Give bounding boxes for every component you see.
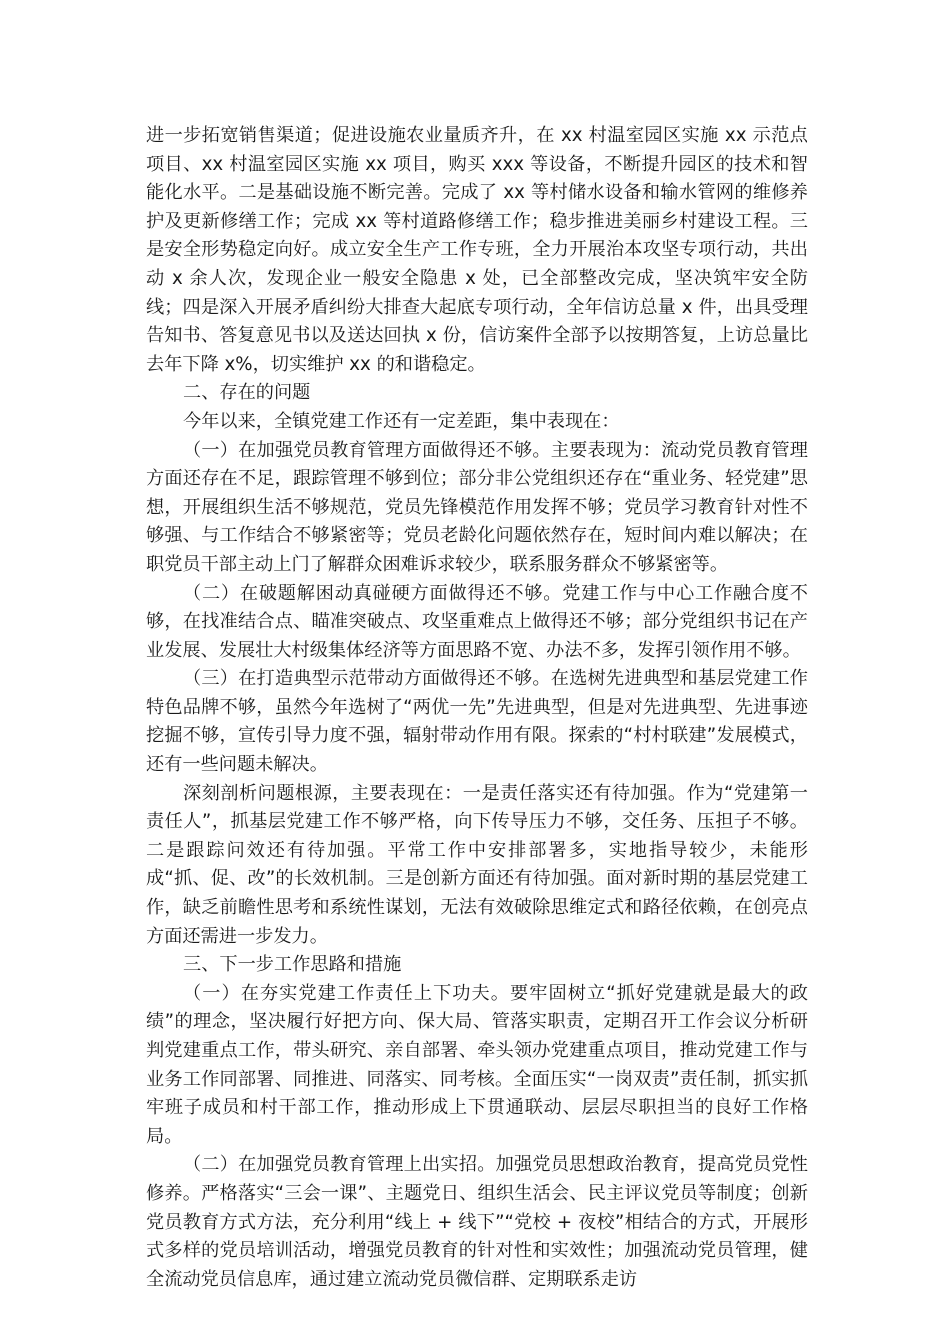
- document-body: [146, 122, 808, 1294]
- paragraph-problem-3: （三）在打造典型示范带动方面做得还不够。在选树先进典型和基层党建工作特色品牌不够，虽然今年选树了“两优一先”先进典型，但是对先进典型、先进事迹挖掘不够，宣传引导力度不强，辐射带动作用有限。探索的“村村联建”发展模式，还有一些问题未解决。: [146, 668, 808, 776]
- paragraph-problem-1: （一）在加强党员教育管理方面做得还不够。主要表现为：流动党员教育管理方面还存在不足，跟踪管理不够到位；部分非公党组织还存在“重业务、轻党建”思想，开展组织生活不够规范，党员先锋模范作用发挥不够；党员学习教育针对性不够强、与工作结合不够紧密等；党员老龄化问题依然存在，短时间内难以解决；在职党员干部主动上门了解群众困难诉求较少，联系服务群众不够紧密等。: [146, 439, 808, 575]
- paragraph-measure-1: （一）在夯实党建工作责任上下功夫。要牢固树立“抓好党建就是最大的政绩”的理念，坚决履行好把方向、保大局、管落实职责，定期召开工作会议分析研判党建重点工作，带头研究、亲自部署、牵头领办党建重点项目，推动党建工作与业务工作同部署、同推进、同落实、同考核。全面压实“一岗双责”责任制，抓实抓牢班子成员和村干部工作，推动形成上下贯通联动、层层尽职担当的良好工作格局。: [146, 982, 808, 1147]
- paragraph-achievements: 进一步拓宽销售渠道；促进设施农业量质齐升，在 xx 村温室园区实施 xx 示范点项目、xx 村温室园区实施 xx 项目，购买 xxx 等设备，不断提升园区的技术和智能化水平。二是基础设施不断完善。完成了 xx 等村储水设备和输水管网的维修养护及更新修缮工作；完成 xx 等村道路修缮工作；稳步推进美丽乡村建设工程。三是安全形势稳定向好。成立安全生产工作专班，全力开展治本攻坚专项行动，共出动 x 余人次，发现企业一般安全隐患 x 处，已全部整改完成，坚决筑牢安全防线；四是深入开展矛盾纠纷大排查大起底专项行动，全年信访总量 x 件，出具受理告知书、答复意见书以及送达回执 x 份，信访案件全部予以按期答复，上访总量比去年下降 x%，切实维护 xx 的和谐稳定。: [146, 125, 808, 375]
- section-heading-problems: 二、存在的问题: [183, 382, 311, 404]
- paragraph-problems-intro: 今年以来，全镇党建工作还有一定差距，集中表现在：: [183, 410, 620, 432]
- paragraph-measure-2: （二）在加强党员教育管理上出实招。加强党员思想政治教育，提高党员党性修养。严格落实“三会一课”、主题党日、组织生活会、民主评议党员等制度；创新党员教育方式方法，充分利用“线上 + 线下”“党校 + 夜校”相结合的方式，开展形式多样的党员培训活动，增强党员教育的针对性和实效性；加强流动党员管理，健全流动党员信息库，通过建立流动党员微信群、定期联系走访: [146, 1154, 808, 1290]
- section-heading-next-steps: 三、下一步工作思路和措施: [183, 954, 402, 976]
- paragraph-problem-2: （二）在破题解困动真碰硬方面做得还不够。党建工作与中心工作融合度不够，在找准结合点、瞄准突破点、攻坚重难点上做得还不够；部分党组织书记在产业发展、发展壮大村级集体经济等方面思路不宽、办法不多，发挥引领作用不够。: [146, 582, 808, 661]
- paragraph-root-cause: 深刻剖析问题根源，主要表现在：一是责任落实还有待加强。作为“党建第一责任人”，抓基层党建工作不够严格，向下传导压力不够，交任务、压担子不够。二是跟踪问效还有待加强。平常工作中安排部署多，实地指导较少，未能形成“抓、促、改”的长效机制。三是创新方面还有待加强。面对新时期的基层党建工作，缺乏前瞻性思考和系统性谋划，无法有效破除思维定式和路径依赖，在创亮点方面还需进一步发力。: [146, 782, 808, 947]
